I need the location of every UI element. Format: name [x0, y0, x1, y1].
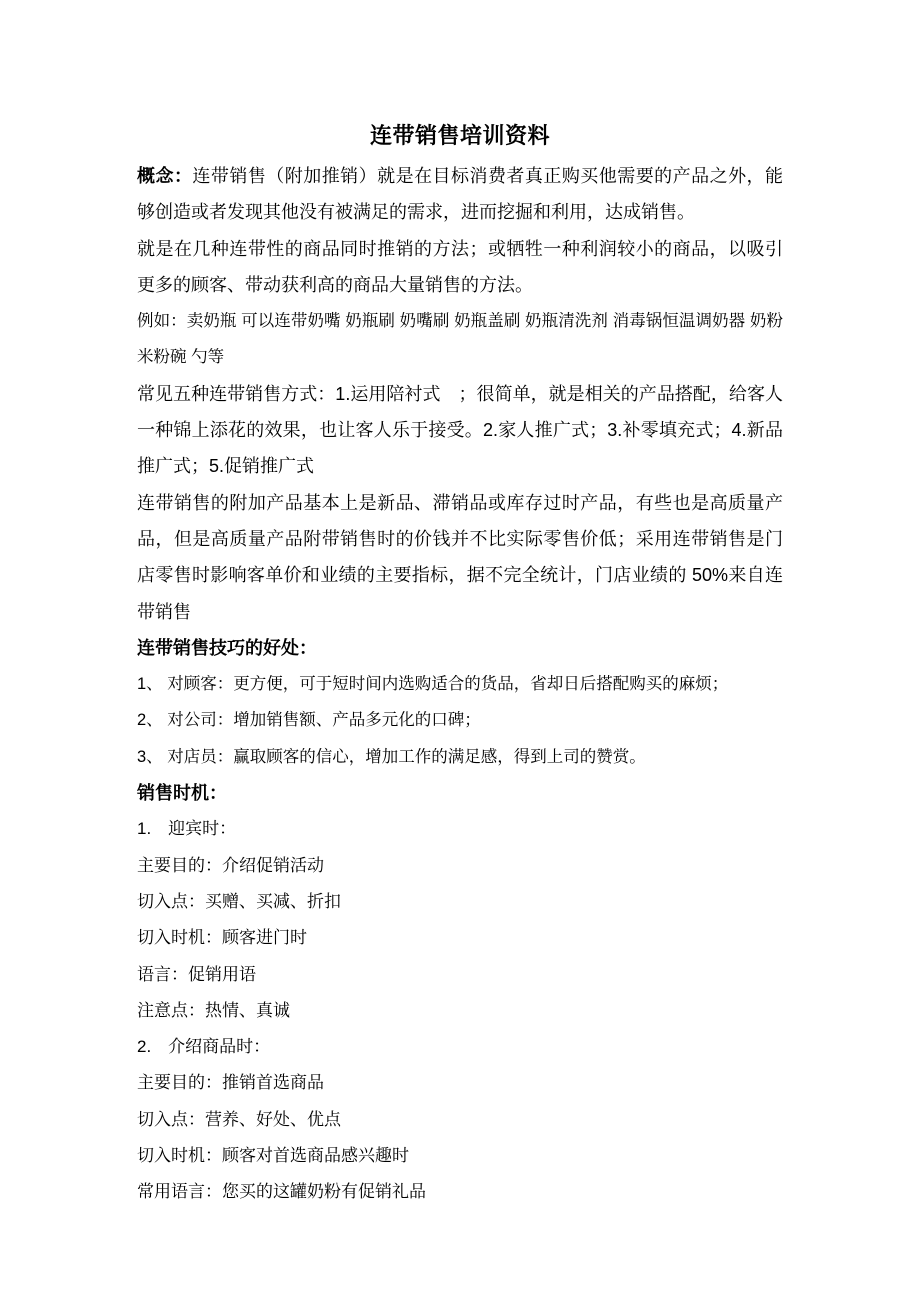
paragraph-line	[137, 303, 783, 376]
paragraph-line	[137, 1102, 783, 1138]
bold-text-run: 销售时机：	[137, 783, 227, 804]
text-run: 切入点：买赠、买减、折扣	[137, 891, 341, 911]
bold-text-run: 概念：	[137, 166, 193, 186]
paragraph-line	[137, 739, 783, 775]
document-title: 连带销售培训资料	[369, 123, 550, 148]
text-run: 注意点：热情、真诚	[137, 1000, 290, 1020]
paragraph-line	[137, 920, 783, 956]
paragraph-line	[137, 1065, 783, 1101]
text-run: 2. 介绍商品时：	[137, 1037, 271, 1057]
paragraph-line	[137, 231, 783, 304]
paragraph-line	[137, 1029, 783, 1065]
paragraph-line	[137, 811, 783, 847]
paragraph-line	[137, 376, 783, 485]
paragraph-line	[137, 630, 783, 666]
paragraph-line	[137, 702, 783, 738]
paragraph-line	[137, 848, 783, 884]
text-run: 主要目的：介绍促销活动	[137, 855, 324, 875]
text-run: 就是在几种连带性的商品同时推销的方法；或牺牲一种利润较小的商品，以吸引更多的顾客、带动获利高的商品大量销售的方法。	[137, 238, 783, 295]
paragraph-line	[137, 158, 783, 231]
text-run: 切入点：营养、好处、优点	[137, 1109, 341, 1129]
document-body	[137, 158, 783, 1211]
text-run: 切入时机：顾客进门时	[137, 928, 307, 948]
paragraph-line	[137, 666, 783, 702]
text-run: 连带销售（附加推销）就是在目标消费者真正购买他需要的产品之外，能够创造或者发现其他没有被满足的需求，进而挖掘和利用，达成销售。	[137, 166, 784, 223]
bold-text-run: 连带销售技巧的好处：	[137, 637, 317, 658]
paragraph-line	[137, 1138, 783, 1174]
text-run: 切入时机：顾客对首选商品感兴趣时	[137, 1146, 409, 1166]
text-run: 常用语言：您买的这罐奶粉有促销礼品	[137, 1182, 426, 1202]
text-run: 主要目的：推销首选商品	[137, 1073, 324, 1093]
paragraph-line	[137, 1174, 783, 1210]
text-run: 2、 对公司：增加销售额、产品多元化的口碑；	[137, 711, 481, 730]
paragraph-line	[137, 884, 783, 920]
paragraph-line	[137, 775, 783, 811]
text-run: 语言：促销用语	[137, 964, 256, 984]
text-run: 例如：卖奶瓶 可以连带奶嘴 奶瓶刷 奶嘴刷 奶瓶盖刷 奶瓶清洗剂 消毒锅恒温调奶器 奶粉 米粉碗 勺等	[137, 312, 783, 367]
text-run: 3、 对店员：赢取顾客的信心，增加工作的满足感，得到上司的赞赏。	[137, 747, 646, 766]
paragraph-line	[137, 485, 783, 630]
text-run: 常见五种连带销售方式：1.运用陪衬式 ；很简单，就是相关的产品搭配，给客人一种锦上添花的效果，也让客人乐于接受。2.家人推广式；3.补零填充式；4.新品推广式；5.促销推广式	[137, 383, 783, 477]
text-run: 1、 对顾客：更方便，可于短时间内选购适合的货品，省却日后搭配购买的麻烦；	[137, 675, 729, 694]
text-run: 1. 迎宾时：	[137, 819, 237, 839]
text-run: 连带销售的附加产品基本上是新品、滞销品或库存过时产品，有些也是高质量产品，但是高质量产品附带销售时的价钱并不比实际零售价低；采用连带销售是门店零售时影响客单价和业绩的主要指标，据不完全统计，门店业绩的 50%来自连带销售	[137, 492, 783, 622]
paragraph-line	[137, 993, 783, 1029]
paragraph-line	[137, 957, 783, 993]
